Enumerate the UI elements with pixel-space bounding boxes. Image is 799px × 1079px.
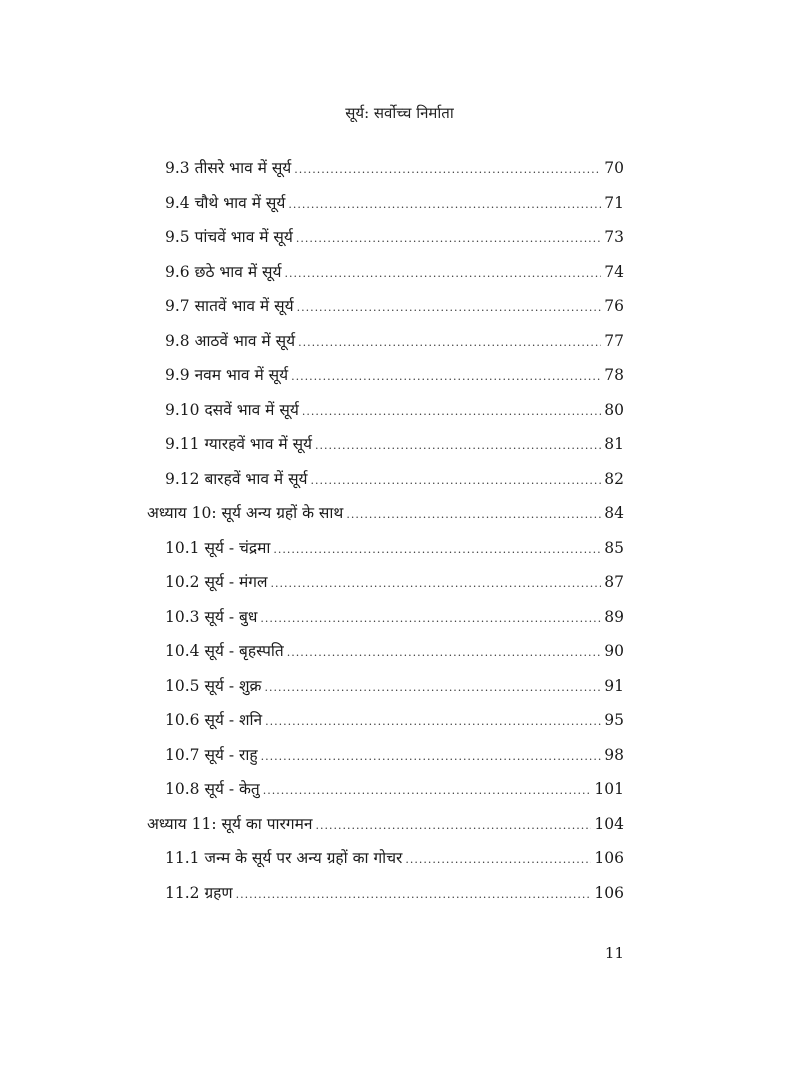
toc-entry[interactable] bbox=[165, 432, 624, 467]
toc-dot-leader bbox=[261, 750, 602, 763]
toc-chapter-entry[interactable] bbox=[147, 501, 624, 536]
toc-entry-title: 9.9 नवम भाव में सूर्य bbox=[165, 366, 289, 384]
toc-entry[interactable] bbox=[165, 605, 624, 640]
toc-dot-leader bbox=[297, 301, 602, 314]
toc-entry[interactable] bbox=[165, 881, 624, 916]
toc-entry[interactable] bbox=[165, 743, 624, 778]
toc-dot-leader bbox=[315, 439, 601, 452]
toc-dot-leader bbox=[285, 267, 602, 280]
toc-entry[interactable] bbox=[165, 156, 624, 191]
toc-dot-leader bbox=[311, 474, 602, 487]
toc-entry-title: अध्याय 11: सूर्य का पारगमन bbox=[147, 814, 313, 833]
toc-entry[interactable] bbox=[165, 225, 624, 260]
running-header: सूर्य: सर्वोच्च निर्माता bbox=[345, 104, 454, 122]
toc-entry-page: 77 bbox=[604, 331, 624, 350]
toc-dot-leader bbox=[298, 336, 601, 349]
toc-entry[interactable] bbox=[165, 639, 624, 674]
toc-entry[interactable] bbox=[165, 260, 624, 295]
toc-entry-title: 9.6 छठे भाव में सूर्य bbox=[165, 262, 282, 281]
toc-entry-title: 11.1 जन्म के सूर्य पर अन्य ग्रहों का गोचर bbox=[165, 849, 403, 867]
toc-entry-title: अध्याय 10: सूर्य अन्य ग्रहों के साथ bbox=[147, 504, 344, 522]
toc-entry-page: 95 bbox=[604, 711, 624, 729]
toc-entry[interactable] bbox=[165, 777, 624, 812]
toc-entry[interactable] bbox=[165, 570, 624, 605]
toc-entry-title: 9.5 पांचवें भाव में सूर्य bbox=[165, 228, 293, 246]
toc-dot-leader bbox=[346, 508, 601, 521]
toc-entry-title: 9.12 बारहवें भाव में सूर्य bbox=[165, 469, 308, 488]
toc-entry[interactable] bbox=[165, 536, 624, 571]
toc-dot-leader bbox=[265, 715, 601, 728]
toc-chapter-entry[interactable] bbox=[147, 812, 624, 847]
toc-entry[interactable] bbox=[165, 294, 624, 329]
toc-entry-title: 10.2 सूर्य - मंगल bbox=[165, 573, 268, 591]
toc-entry[interactable] bbox=[165, 329, 624, 364]
toc-entry-page: 85 bbox=[604, 538, 624, 557]
toc-dot-leader bbox=[288, 198, 601, 211]
toc-entry-page: 71 bbox=[604, 193, 624, 212]
toc-dot-leader bbox=[405, 853, 591, 866]
toc-dot-leader bbox=[273, 543, 601, 556]
toc-entry-title: 10.3 सूर्य - बुध bbox=[165, 607, 258, 626]
toc-dot-leader bbox=[287, 646, 602, 659]
toc-entry-page: 106 bbox=[594, 849, 624, 867]
toc-entry-title: 9.11 ग्यारहवें भाव में सूर्य bbox=[165, 435, 313, 453]
toc-dot-leader bbox=[296, 232, 601, 245]
toc-entry-page: 81 bbox=[604, 435, 624, 453]
toc-entry-page: 89 bbox=[604, 607, 624, 626]
toc-entry-title: 9.7 सातवें भाव में सूर्य bbox=[165, 297, 294, 315]
toc-entry[interactable] bbox=[165, 846, 624, 881]
toc-entry-title: 10.5 सूर्य - शुक्र bbox=[165, 676, 262, 695]
toc-entry-title: 10.8 सूर्य - केतु bbox=[165, 780, 260, 798]
toc-dot-leader bbox=[291, 370, 601, 383]
toc-entry-page: 106 bbox=[594, 883, 624, 902]
toc-entry-page: 70 bbox=[604, 159, 624, 177]
toc-entry-title: 9.3 तीसरे भाव में सूर्य bbox=[165, 159, 292, 177]
toc-dot-leader bbox=[302, 405, 601, 418]
toc-entry-page: 104 bbox=[594, 814, 624, 833]
toc-entry[interactable] bbox=[165, 708, 624, 743]
toc-entry[interactable] bbox=[165, 363, 624, 398]
toc-entry-title: 9.8 आठवें भाव में सूर्य bbox=[165, 331, 296, 350]
toc-entry[interactable] bbox=[165, 674, 624, 709]
toc-dot-leader bbox=[271, 577, 602, 590]
toc-entry-page: 84 bbox=[604, 504, 624, 522]
toc-entry-page: 82 bbox=[604, 469, 624, 488]
toc-entry[interactable] bbox=[165, 398, 624, 433]
toc-dot-leader bbox=[260, 612, 601, 625]
toc-entry-page: 101 bbox=[594, 780, 624, 798]
toc-entry-page: 74 bbox=[604, 262, 624, 281]
toc-dot-leader bbox=[263, 784, 592, 797]
toc-entry-page: 90 bbox=[604, 642, 624, 660]
toc-entry-title: 10.7 सूर्य - राहु bbox=[165, 745, 258, 764]
toc-entry[interactable] bbox=[165, 467, 624, 502]
toc-entry-title: 9.10 दसवें भाव में सूर्य bbox=[165, 400, 299, 419]
toc-entry-page: 98 bbox=[604, 745, 624, 764]
toc-entry-title: 9.4 चौथे भाव में सूर्य bbox=[165, 193, 286, 212]
toc-entry-page: 80 bbox=[604, 400, 624, 419]
toc-entry-page: 76 bbox=[604, 297, 624, 315]
toc-entry-page: 78 bbox=[604, 366, 624, 384]
toc-entry-title: 10.6 सूर्य - शनि bbox=[165, 711, 263, 729]
toc-entry-title: 10.4 सूर्य - बृहस्पति bbox=[165, 642, 284, 660]
toc-dot-leader bbox=[236, 888, 592, 901]
toc-dot-leader bbox=[315, 819, 591, 832]
toc-entry-page: 91 bbox=[604, 676, 624, 695]
toc-entry-title: 11.2 ग्रहण bbox=[165, 883, 233, 902]
toc-entry-title: 10.1 सूर्य - चंद्रमा bbox=[165, 538, 271, 557]
toc-entry-page: 87 bbox=[604, 573, 624, 591]
page-number: 11 bbox=[604, 944, 624, 962]
toc-dot-leader bbox=[294, 163, 601, 176]
toc-entry[interactable] bbox=[165, 191, 624, 226]
toc-entry-page: 73 bbox=[604, 228, 624, 246]
toc-dot-leader bbox=[264, 681, 601, 694]
